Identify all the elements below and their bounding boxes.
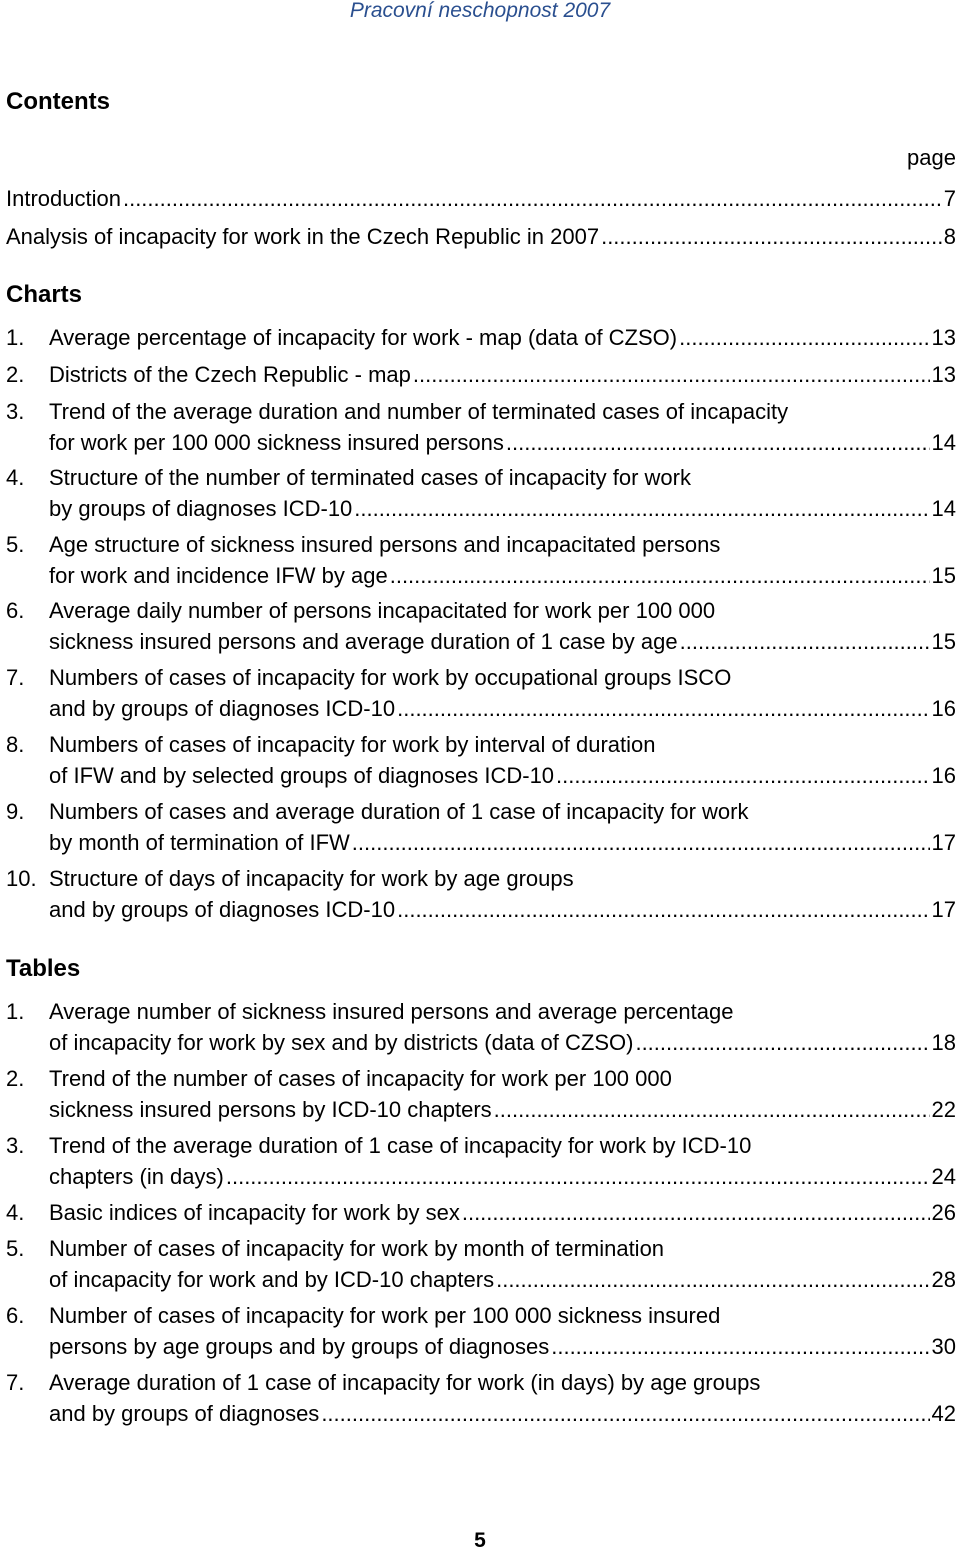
- chart-entry-6-line-2: [6, 627, 956, 657]
- dot-leader: [123, 184, 942, 214]
- entry-title: and by groups of diagnoses ICD-10: [49, 696, 396, 721]
- entry-title: Trend of the number of cases of incapacity for work per 100 000: [49, 1066, 672, 1091]
- table-entry-3-line-2: [6, 1162, 956, 1192]
- entry-page: 42: [931, 1401, 956, 1426]
- chart-entry-5-line-1: [6, 530, 956, 560]
- entry-title: for work per 100 000 sickness insured persons: [49, 430, 504, 455]
- dot-leader: [679, 323, 929, 353]
- dot-leader: [397, 694, 929, 724]
- table-entry-2-line-1: [6, 1064, 956, 1094]
- dot-leader: [601, 222, 942, 252]
- entry-number: 3.: [6, 1133, 25, 1158]
- intro-entry-1: [6, 184, 956, 214]
- contents-heading: Contents: [6, 88, 110, 115]
- entry-page: 22: [931, 1097, 956, 1122]
- entry-page: 17: [931, 897, 956, 922]
- entry-number: 4.: [6, 1200, 25, 1225]
- table-entry-7-line-2: [6, 1399, 956, 1429]
- entry-number: 7.: [6, 665, 25, 690]
- table-entry-6-line-2: [6, 1332, 956, 1362]
- dot-leader: [397, 895, 929, 925]
- entry-number: 1.: [6, 325, 25, 350]
- chart-entry-3-line-2: [6, 428, 956, 458]
- entry-page: 14: [931, 430, 956, 455]
- entry-page: 16: [931, 696, 956, 721]
- entry-title: Structure of the number of terminated cases of incapacity for work: [49, 465, 691, 490]
- chart-entry-8-line-1: [6, 730, 956, 760]
- entry-title: Trend of the average duration and number of terminated cases of incapacity: [49, 399, 789, 424]
- chart-entry-4-line-1: [6, 463, 956, 493]
- tables-heading: Tables: [6, 955, 81, 982]
- entry-number: 10.: [6, 866, 37, 891]
- entry-page: 26: [931, 1200, 956, 1225]
- chart-entry-6-line-1: [6, 596, 956, 626]
- dot-leader: [556, 761, 929, 791]
- table-entry-2-line-2: [6, 1095, 956, 1125]
- chart-entry-9-line-1: [6, 797, 956, 827]
- table-entry-6-line-1: [6, 1301, 956, 1331]
- table-entry-7-line-1: [6, 1368, 956, 1398]
- entry-page: 13: [931, 325, 956, 350]
- entry-number: 8.: [6, 732, 25, 757]
- entry-number: 6.: [6, 598, 25, 623]
- table-entry-1-line-2: [6, 1028, 956, 1058]
- entry-number: 6.: [6, 1303, 25, 1328]
- entry-title: Basic indices of incapacity for work by sex: [49, 1200, 460, 1225]
- entry-page: 16: [931, 763, 956, 788]
- entry-page: 28: [931, 1267, 956, 1292]
- entry-title: chapters (in days): [49, 1164, 224, 1189]
- dot-leader: [226, 1162, 930, 1192]
- page-column-label: page: [907, 145, 956, 170]
- entry-page: 15: [931, 563, 956, 588]
- entry-page: 13: [931, 362, 956, 387]
- entry-page: 17: [931, 830, 956, 855]
- dot-leader: [352, 828, 930, 858]
- entry-number: 2.: [6, 1066, 25, 1091]
- running-head: Pracovní neschopnost 2007: [349, 0, 611, 22]
- entry-title: persons by age groups and by groups of diagnoses: [49, 1334, 550, 1359]
- chart-entry-2: [6, 360, 956, 390]
- chart-entry-7-line-2: [6, 694, 956, 724]
- entry-title: of IFW and by selected groups of diagnoses ICD-10: [49, 763, 555, 788]
- table-entry-5-line-1: [6, 1234, 956, 1264]
- entry-title: of incapacity for work and by ICD-10 chapters: [49, 1267, 495, 1292]
- entry-title: Numbers of cases of incapacity for work by interval of duration: [49, 732, 656, 757]
- chart-entry-7-line-1: [6, 663, 956, 693]
- chart-entry-10-line-2: [6, 895, 956, 925]
- chart-entry-1: [6, 323, 956, 353]
- chart-entry-4-line-2: [6, 494, 956, 524]
- entry-number: 9.: [6, 799, 25, 824]
- dot-leader: [496, 1265, 929, 1295]
- entry-number: 5.: [6, 1236, 25, 1261]
- chart-entry-8-line-2: [6, 761, 956, 791]
- entry-title: Number of cases of incapacity for work by month of termination: [49, 1236, 665, 1261]
- chart-entry-10-line-1: [6, 864, 956, 894]
- dot-leader: [354, 494, 929, 524]
- entry-page: 24: [931, 1164, 956, 1189]
- entry-title: sickness insured persons by ICD-10 chapters: [49, 1097, 492, 1122]
- entry-title: Average duration of 1 case of incapacity for work (in days) by age groups: [49, 1370, 761, 1395]
- page-number: 5: [474, 1529, 486, 1552]
- entry-page: 14: [931, 496, 956, 521]
- entry-title: Structure of days of incapacity for work by age groups: [49, 866, 574, 891]
- table-entry-3-line-1: [6, 1131, 956, 1161]
- dot-leader: [413, 360, 930, 390]
- entry-page: 18: [931, 1030, 956, 1055]
- entry-title: Introduction: [6, 186, 121, 211]
- entry-title: and by groups of diagnoses: [49, 1401, 320, 1426]
- dot-leader: [390, 561, 930, 591]
- entry-number: 3.: [6, 399, 25, 424]
- entry-title: by groups of diagnoses ICD-10: [49, 496, 353, 521]
- entry-title: Analysis of incapacity for work in the Czech Republic in 2007: [6, 224, 600, 249]
- entry-title: Numbers of cases of incapacity for work by occupational groups ISCO: [49, 665, 732, 690]
- entry-title: Numbers of cases and average duration of 1 case of incapacity for work: [49, 799, 749, 824]
- dot-leader: [680, 627, 930, 657]
- entry-title: and by groups of diagnoses ICD-10: [49, 897, 396, 922]
- entry-page: 30: [931, 1334, 956, 1359]
- dot-leader: [551, 1332, 929, 1362]
- entry-title: Average daily number of persons incapacitated for work per 100 000: [49, 598, 716, 623]
- chart-entry-5-line-2: [6, 561, 956, 591]
- charts-heading: Charts: [6, 281, 83, 308]
- chart-entry-3-line-1: [6, 397, 956, 427]
- entry-title: Districts of the Czech Republic - map: [49, 362, 411, 387]
- table-entry-5-line-2: [6, 1265, 956, 1295]
- entry-page: 8: [943, 224, 956, 249]
- entry-title: sickness insured persons and average duration of 1 case by age: [49, 629, 678, 654]
- dot-leader: [321, 1399, 929, 1429]
- entry-title: for work and incidence IFW by age: [49, 563, 388, 588]
- entry-title: Number of cases of incapacity for work per 100 000 sickness insured: [49, 1303, 721, 1328]
- entry-title: Trend of the average duration of 1 case of incapacity for work by ICD-10: [49, 1133, 752, 1158]
- entry-page: 7: [943, 186, 956, 211]
- intro-entry-2: [6, 222, 956, 252]
- chart-entry-9-line-2: [6, 828, 956, 858]
- dot-leader: [494, 1095, 930, 1125]
- entry-title: Average number of sickness insured persons and average percentage: [49, 999, 734, 1024]
- dot-leader: [635, 1028, 929, 1058]
- dot-leader: [506, 428, 930, 458]
- entry-title: of incapacity for work by sex and by districts (data of CZSO): [49, 1030, 634, 1055]
- table-entry-1-line-1: [6, 997, 956, 1027]
- entry-number: 7.: [6, 1370, 25, 1395]
- dot-leader: [462, 1198, 930, 1228]
- entry-number: 1.: [6, 999, 25, 1024]
- entry-number: 5.: [6, 532, 25, 557]
- entry-title: by month of termination of IFW: [49, 830, 350, 855]
- entry-number: 2.: [6, 362, 25, 387]
- entry-number: 4.: [6, 465, 25, 490]
- entry-title: Age structure of sickness insured persons and incapacitated persons: [49, 532, 721, 557]
- entry-title: Average percentage of incapacity for work - map (data of CZSO): [49, 325, 678, 350]
- entry-page: 15: [931, 629, 956, 654]
- table-entry-4: [6, 1198, 956, 1228]
